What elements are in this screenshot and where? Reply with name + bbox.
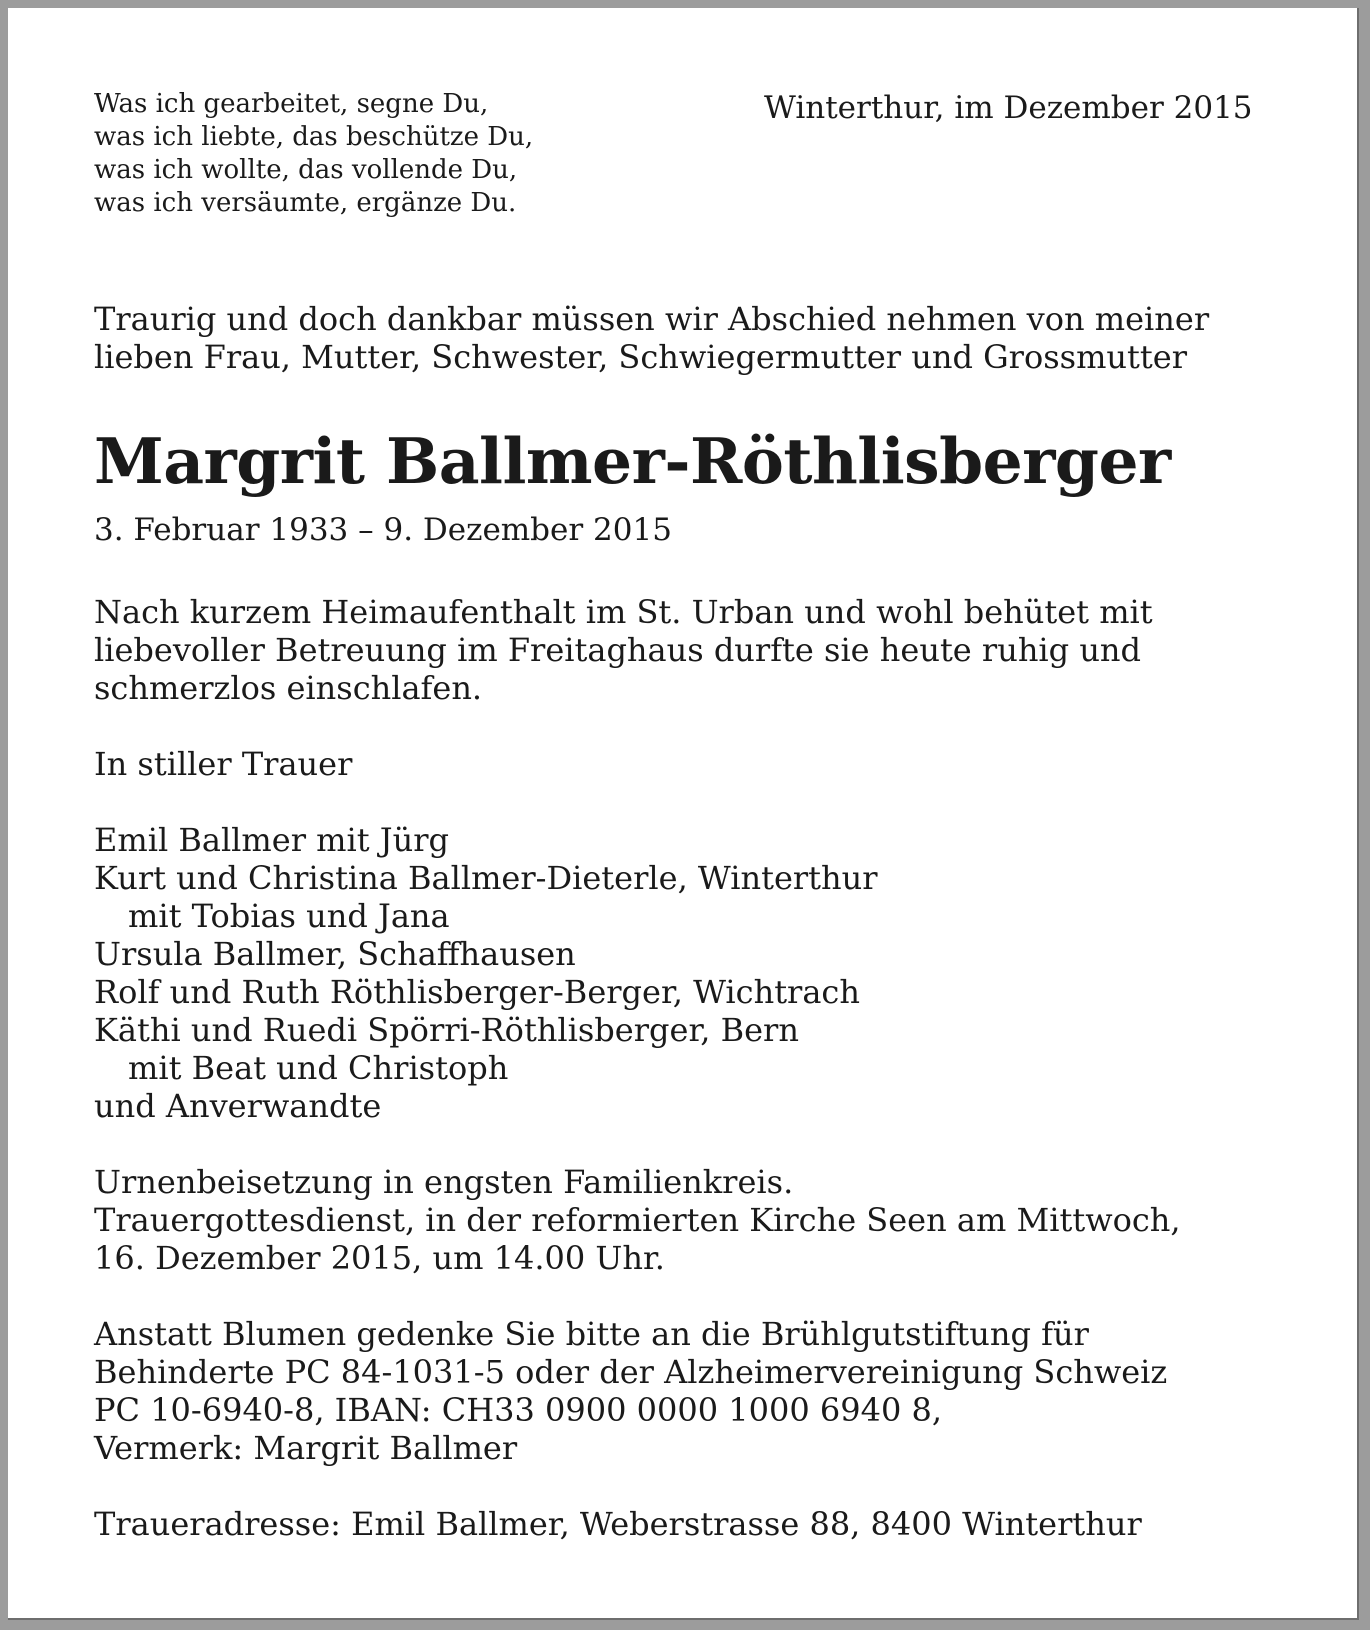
message-line: liebevoller Betreuung im Freitaghaus durfte sie heute ruhig und	[94, 631, 1142, 669]
mourner: Käthi und Ruedi Spörri-Röthlisberger, Bern	[94, 1011, 799, 1049]
mourner: Ursula Ballmer, Schaffhausen	[94, 935, 576, 973]
message-line: schmerzlos einschlafen.	[94, 669, 483, 707]
mourners-list	[94, 821, 1181, 1125]
verse-line: was ich liebte, das beschütze Du,	[94, 122, 534, 152]
service-line: Trauergottesdienst, in der reformierten Kirche Seen am Mittwoch,	[94, 1201, 1181, 1239]
mourner: mit Tobias und Jana	[128, 897, 450, 935]
donation-line: Behinderte PC 84-1031-5 oder der Alzheimervereinigung Schweiz	[94, 1353, 1168, 1391]
donation-line: Vermerk: Margrit Ballmer	[94, 1429, 518, 1467]
mourner: mit Beat und Christoph	[128, 1049, 509, 1087]
notice-body	[94, 593, 1181, 1543]
service-line: 16. Dezember 2015, um 14.00 Uhr.	[94, 1239, 665, 1277]
intro-line: Traurig und doch dankbar müssen wir Abschied nehmen von meiner	[94, 300, 1210, 338]
mourning-address: Traueradresse: Emil Ballmer, Weberstrasse 88, 8400 Winterthur	[94, 1505, 1142, 1543]
message	[94, 593, 1181, 707]
deceased-name: Margrit Ballmer-Röthlisberger	[94, 424, 1171, 498]
donation-info	[94, 1315, 1181, 1467]
mourner: Kurt und Christina Ballmer-Dieterle, Winterthur	[94, 859, 878, 897]
intro-line: lieben Frau, Mutter, Schwester, Schwiegermutter und Grossmutter	[94, 338, 1187, 376]
mourner: und Anverwandte	[94, 1087, 382, 1125]
verse	[94, 88, 533, 220]
donation-line: PC 10-6940-8, IBAN: CH33 0900 0000 1000 6940 8,	[94, 1391, 942, 1429]
verse-line: was ich versäumte, ergänze Du.	[94, 188, 517, 218]
verse-line: Was ich gearbeitet, segne Du,	[94, 89, 489, 119]
mourner: Rolf und Ruth Röthlisberger-Berger, Wichtrach	[94, 973, 860, 1011]
verse-line: was ich wollte, das vollende Du,	[94, 155, 518, 185]
mourner: Emil Ballmer mit Jürg	[94, 821, 449, 859]
mourning-heading: In stiller Trauer	[94, 745, 353, 783]
obituary-notice	[8, 8, 1359, 1620]
service-info	[94, 1163, 1181, 1277]
life-dates: 3. Februar 1933 – 9. Dezember 2015	[94, 512, 672, 548]
donation-line: Anstatt Blumen gedenke Sie bitte an die Brühlgutstiftung für	[94, 1315, 1089, 1353]
service-line: Urnenbeisetzung in engsten Familienkreis.	[94, 1163, 794, 1201]
message-line: Nach kurzem Heimaufenthalt im St. Urban und wohl behütet mit	[94, 593, 1153, 631]
intro-text	[94, 300, 1209, 376]
place-date: Winterthur, im Dezember 2015	[764, 90, 1253, 126]
